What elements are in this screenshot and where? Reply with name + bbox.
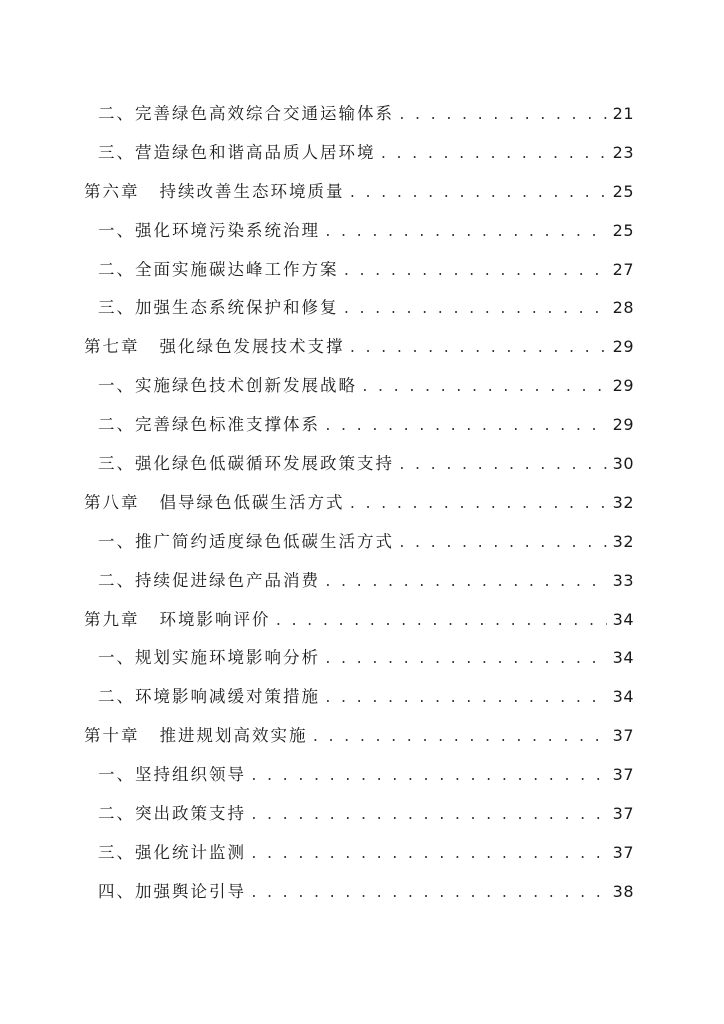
toc-page-number: 30	[612, 454, 634, 474]
toc-entry-title: 加强舆论引导	[135, 881, 246, 901]
toc-dot-leader	[361, 380, 607, 395]
toc-entry-title: 全面实施碳达峰工作方案	[135, 259, 339, 279]
toc-entry-title: 强化环境污染系统治理	[135, 220, 320, 240]
toc-page-number: 34	[612, 609, 634, 629]
toc-section-entry[interactable]	[84, 217, 634, 256]
toc-dot-leader	[324, 652, 607, 667]
toc-chapter-entry[interactable]	[84, 333, 634, 372]
toc-entry-number: 四、	[98, 881, 135, 901]
toc-entry-title: 环境影响评价	[159, 609, 271, 629]
toc-page-number: 34	[612, 648, 634, 668]
toc-entry-title: 推进规划高效实施	[159, 726, 308, 746]
toc-entry-number: 三、	[98, 454, 135, 474]
toc-entry-number: 第六章	[84, 181, 140, 201]
toc-page-number: 29	[612, 337, 634, 357]
toc-page-number: 27	[612, 259, 634, 279]
toc-section-entry[interactable]	[84, 139, 634, 178]
toc-dot-leader	[398, 108, 607, 123]
toc-entry-number: 三、	[98, 142, 135, 162]
toc-dot-leader	[324, 225, 607, 240]
toc-section-entry[interactable]	[84, 878, 634, 917]
table-of-contents	[84, 100, 634, 917]
toc-page-number: 32	[612, 492, 634, 512]
toc-entry-number: 二、	[98, 415, 135, 435]
toc-section-entry[interactable]	[84, 761, 634, 800]
toc-dot-leader	[343, 264, 607, 279]
toc-dot-leader	[349, 186, 607, 201]
toc-page-number: 34	[612, 687, 634, 707]
toc-entry-title: 强化绿色低碳循环发展政策支持	[135, 454, 394, 474]
toc-entry-title: 营造绿色和谐高品质人居环境	[135, 142, 376, 162]
toc-entry-number: 二、	[98, 687, 135, 707]
toc-entry-number: 二、	[98, 804, 135, 824]
toc-page-number: 32	[612, 531, 634, 551]
toc-entry-number: 二、	[98, 259, 135, 279]
toc-chapter-entry[interactable]	[84, 606, 634, 645]
toc-entry-number: 二、	[98, 570, 135, 590]
toc-entry-number: 一、	[98, 220, 135, 240]
toc-entry-title: 强化统计监测	[135, 842, 246, 862]
toc-section-entry[interactable]	[84, 644, 634, 683]
toc-dot-leader	[312, 730, 607, 745]
toc-entry-number: 三、	[98, 842, 135, 862]
toc-entry-title: 实施绿色技术创新发展战略	[135, 376, 357, 396]
toc-section-entry[interactable]	[84, 372, 634, 411]
toc-dot-leader	[398, 458, 607, 473]
toc-section-entry[interactable]	[84, 411, 634, 450]
toc-section-entry[interactable]	[84, 683, 634, 722]
toc-page-number: 37	[612, 765, 634, 785]
toc-page-number: 28	[612, 298, 634, 318]
toc-dot-leader	[380, 147, 607, 162]
toc-entry-number: 一、	[98, 531, 135, 551]
toc-dot-leader	[275, 614, 607, 629]
toc-section-entry[interactable]	[84, 256, 634, 295]
toc-chapter-entry[interactable]	[84, 489, 634, 528]
toc-chapter-entry[interactable]	[84, 722, 634, 761]
toc-entry-title: 坚持组织领导	[135, 765, 246, 785]
toc-entry-title: 加强生态系统保护和修复	[135, 298, 339, 318]
toc-section-entry[interactable]	[84, 839, 634, 878]
toc-entry-number: 第七章	[84, 337, 140, 357]
toc-entry-title: 规划实施环境影响分析	[135, 648, 320, 668]
toc-section-entry[interactable]	[84, 294, 634, 333]
toc-entry-number: 一、	[98, 765, 135, 785]
toc-dot-leader	[250, 808, 607, 823]
toc-entry-number: 第十章	[84, 726, 140, 746]
toc-entry-title: 突出政策支持	[135, 804, 246, 824]
toc-page-number: 29	[612, 415, 634, 435]
toc-entry-title: 完善绿色标准支撑体系	[135, 415, 320, 435]
toc-entry-number: 一、	[98, 376, 135, 396]
toc-dot-leader	[250, 847, 607, 862]
toc-dot-leader	[250, 886, 607, 901]
toc-section-entry[interactable]	[84, 450, 634, 489]
toc-dot-leader	[398, 536, 607, 551]
toc-dot-leader	[324, 691, 607, 706]
toc-dot-leader	[250, 769, 607, 784]
toc-dot-leader	[349, 341, 607, 356]
toc-section-entry[interactable]	[84, 800, 634, 839]
toc-entry-number: 一、	[98, 648, 135, 668]
toc-entry-title: 倡导绿色低碳生活方式	[159, 492, 345, 512]
toc-entry-number: 第八章	[84, 492, 140, 512]
toc-page-number: 33	[612, 570, 634, 590]
toc-dot-leader	[324, 575, 607, 590]
toc-page-number: 23	[612, 142, 634, 162]
toc-page-number: 37	[612, 804, 634, 824]
toc-section-entry[interactable]	[84, 528, 634, 567]
toc-section-entry[interactable]	[84, 567, 634, 606]
toc-page-number: 25	[612, 220, 634, 240]
toc-entry-number: 二、	[98, 104, 135, 123]
toc-page-number: 37	[612, 726, 634, 746]
toc-section-entry[interactable]	[84, 100, 634, 139]
toc-entry-title: 持续促进绿色产品消费	[135, 570, 320, 590]
toc-page-number: 25	[612, 181, 634, 201]
toc-page-number: 37	[612, 842, 634, 862]
toc-entry-title: 完善绿色高效综合交通运输体系	[135, 104, 394, 123]
toc-page-number: 29	[612, 376, 634, 396]
toc-entry-title: 推广简约适度绿色低碳生活方式	[135, 531, 394, 551]
toc-chapter-entry[interactable]	[84, 178, 634, 217]
toc-entry-number: 第九章	[84, 609, 140, 629]
toc-page-number: 21	[612, 104, 634, 123]
toc-page-number: 38	[612, 881, 634, 901]
toc-dot-leader	[343, 302, 607, 317]
toc-dot-leader	[349, 497, 607, 512]
toc-entry-title: 强化绿色发展技术支撑	[159, 337, 345, 357]
toc-dot-leader	[324, 419, 607, 434]
toc-entry-number: 三、	[98, 298, 135, 318]
toc-entry-title: 持续改善生态环境质量	[159, 181, 345, 201]
toc-entry-title: 环境影响减缓对策措施	[135, 687, 320, 707]
